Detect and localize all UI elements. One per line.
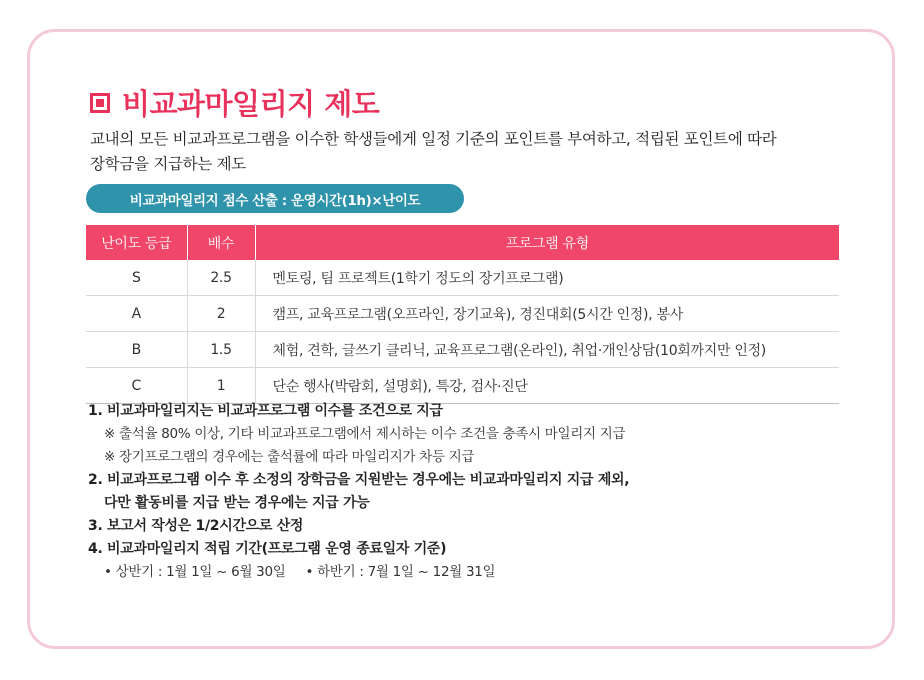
column-header-program-type: 프로그램 유형 <box>255 225 839 260</box>
note-2-line-1: 2. 비교과프로그램 이수 후 소정의 장학금을 지원받는 경우에는 비교과마일리지 지급 제외, <box>88 472 630 488</box>
table-row <box>86 368 839 404</box>
program-type-cell: 단순 행사(박람회, 설명회), 특강, 검사·진단 <box>255 368 839 404</box>
table-row <box>86 296 839 332</box>
program-type-cell: 멘토링, 팀 프로젝트(1학기 정도의 장기프로그램) <box>255 260 839 296</box>
note-3: 3. 보고서 작성은 1/2시간으로 산정 <box>88 518 304 534</box>
square-bullet-icon <box>90 93 110 113</box>
difficulty-table <box>86 225 839 404</box>
description <box>90 127 850 177</box>
program-type-cell: 캠프, 교육프로그램(오프라인, 장기교육), 경진대회(5시간 인정), 봉사 <box>255 296 839 332</box>
note-1-sub-2: ※ 장기프로그램의 경우에는 출석률에 따라 마일리지가 차등 지급 <box>104 449 475 465</box>
score-formula-badge: 비교과마일리지 점수 산출 : 운영시간(1h)×난이도 <box>86 184 464 213</box>
note-1: 1. 비교과마일리지는 비교과프로그램 이수를 조건으로 지급 <box>88 403 443 419</box>
multiplier-cell: 1 <box>187 368 255 404</box>
table-header-row <box>86 225 839 260</box>
grade-cell: S <box>86 260 187 296</box>
multiplier-cell: 1.5 <box>187 332 255 368</box>
program-type-cell: 체험, 견학, 글쓰기 클리닉, 교육프로그램(온라인), 취업·개인상담(10회까지만 인정) <box>255 332 839 368</box>
multiplier-cell: 2.5 <box>187 260 255 296</box>
multiplier-cell: 2 <box>187 296 255 332</box>
page-title <box>90 82 379 123</box>
first-half-period: • 상반기 : 1월 1일 ~ 6월 30일 <box>104 564 286 580</box>
page-title-text: 비교과마일리지 제도 <box>122 87 380 121</box>
grade-cell: A <box>86 296 187 332</box>
table-row <box>86 260 839 296</box>
note-2-line-2: 다만 활동비를 지급 받는 경우에는 지급 가능 <box>104 495 370 511</box>
description-line-1: 교내의 모든 비교과프로그램을 이수한 학생들에게 일정 기준의 포인트를 부여하고, 적립된 포인트에 따라 <box>90 130 777 148</box>
note-4: 4. 비교과마일리지 적립 기간(프로그램 운영 종료일자 기준) <box>88 541 447 557</box>
grade-cell: C <box>86 368 187 404</box>
second-half-period: • 하반기 : 7월 1일 ~ 12월 31일 <box>305 564 496 580</box>
grade-cell: B <box>86 332 187 368</box>
note-4-periods <box>88 561 848 584</box>
notes-list <box>88 400 848 584</box>
column-header-multiplier: 배수 <box>187 225 255 260</box>
note-1-sub-1: ※ 출석율 80% 이상, 기타 비교과프로그램에서 제시하는 이수 조건을 충족시 마일리지 지급 <box>104 426 626 442</box>
table-row <box>86 332 839 368</box>
description-line-2: 장학금을 지급하는 제도 <box>90 155 246 173</box>
column-header-grade: 난이도 등급 <box>86 225 187 260</box>
